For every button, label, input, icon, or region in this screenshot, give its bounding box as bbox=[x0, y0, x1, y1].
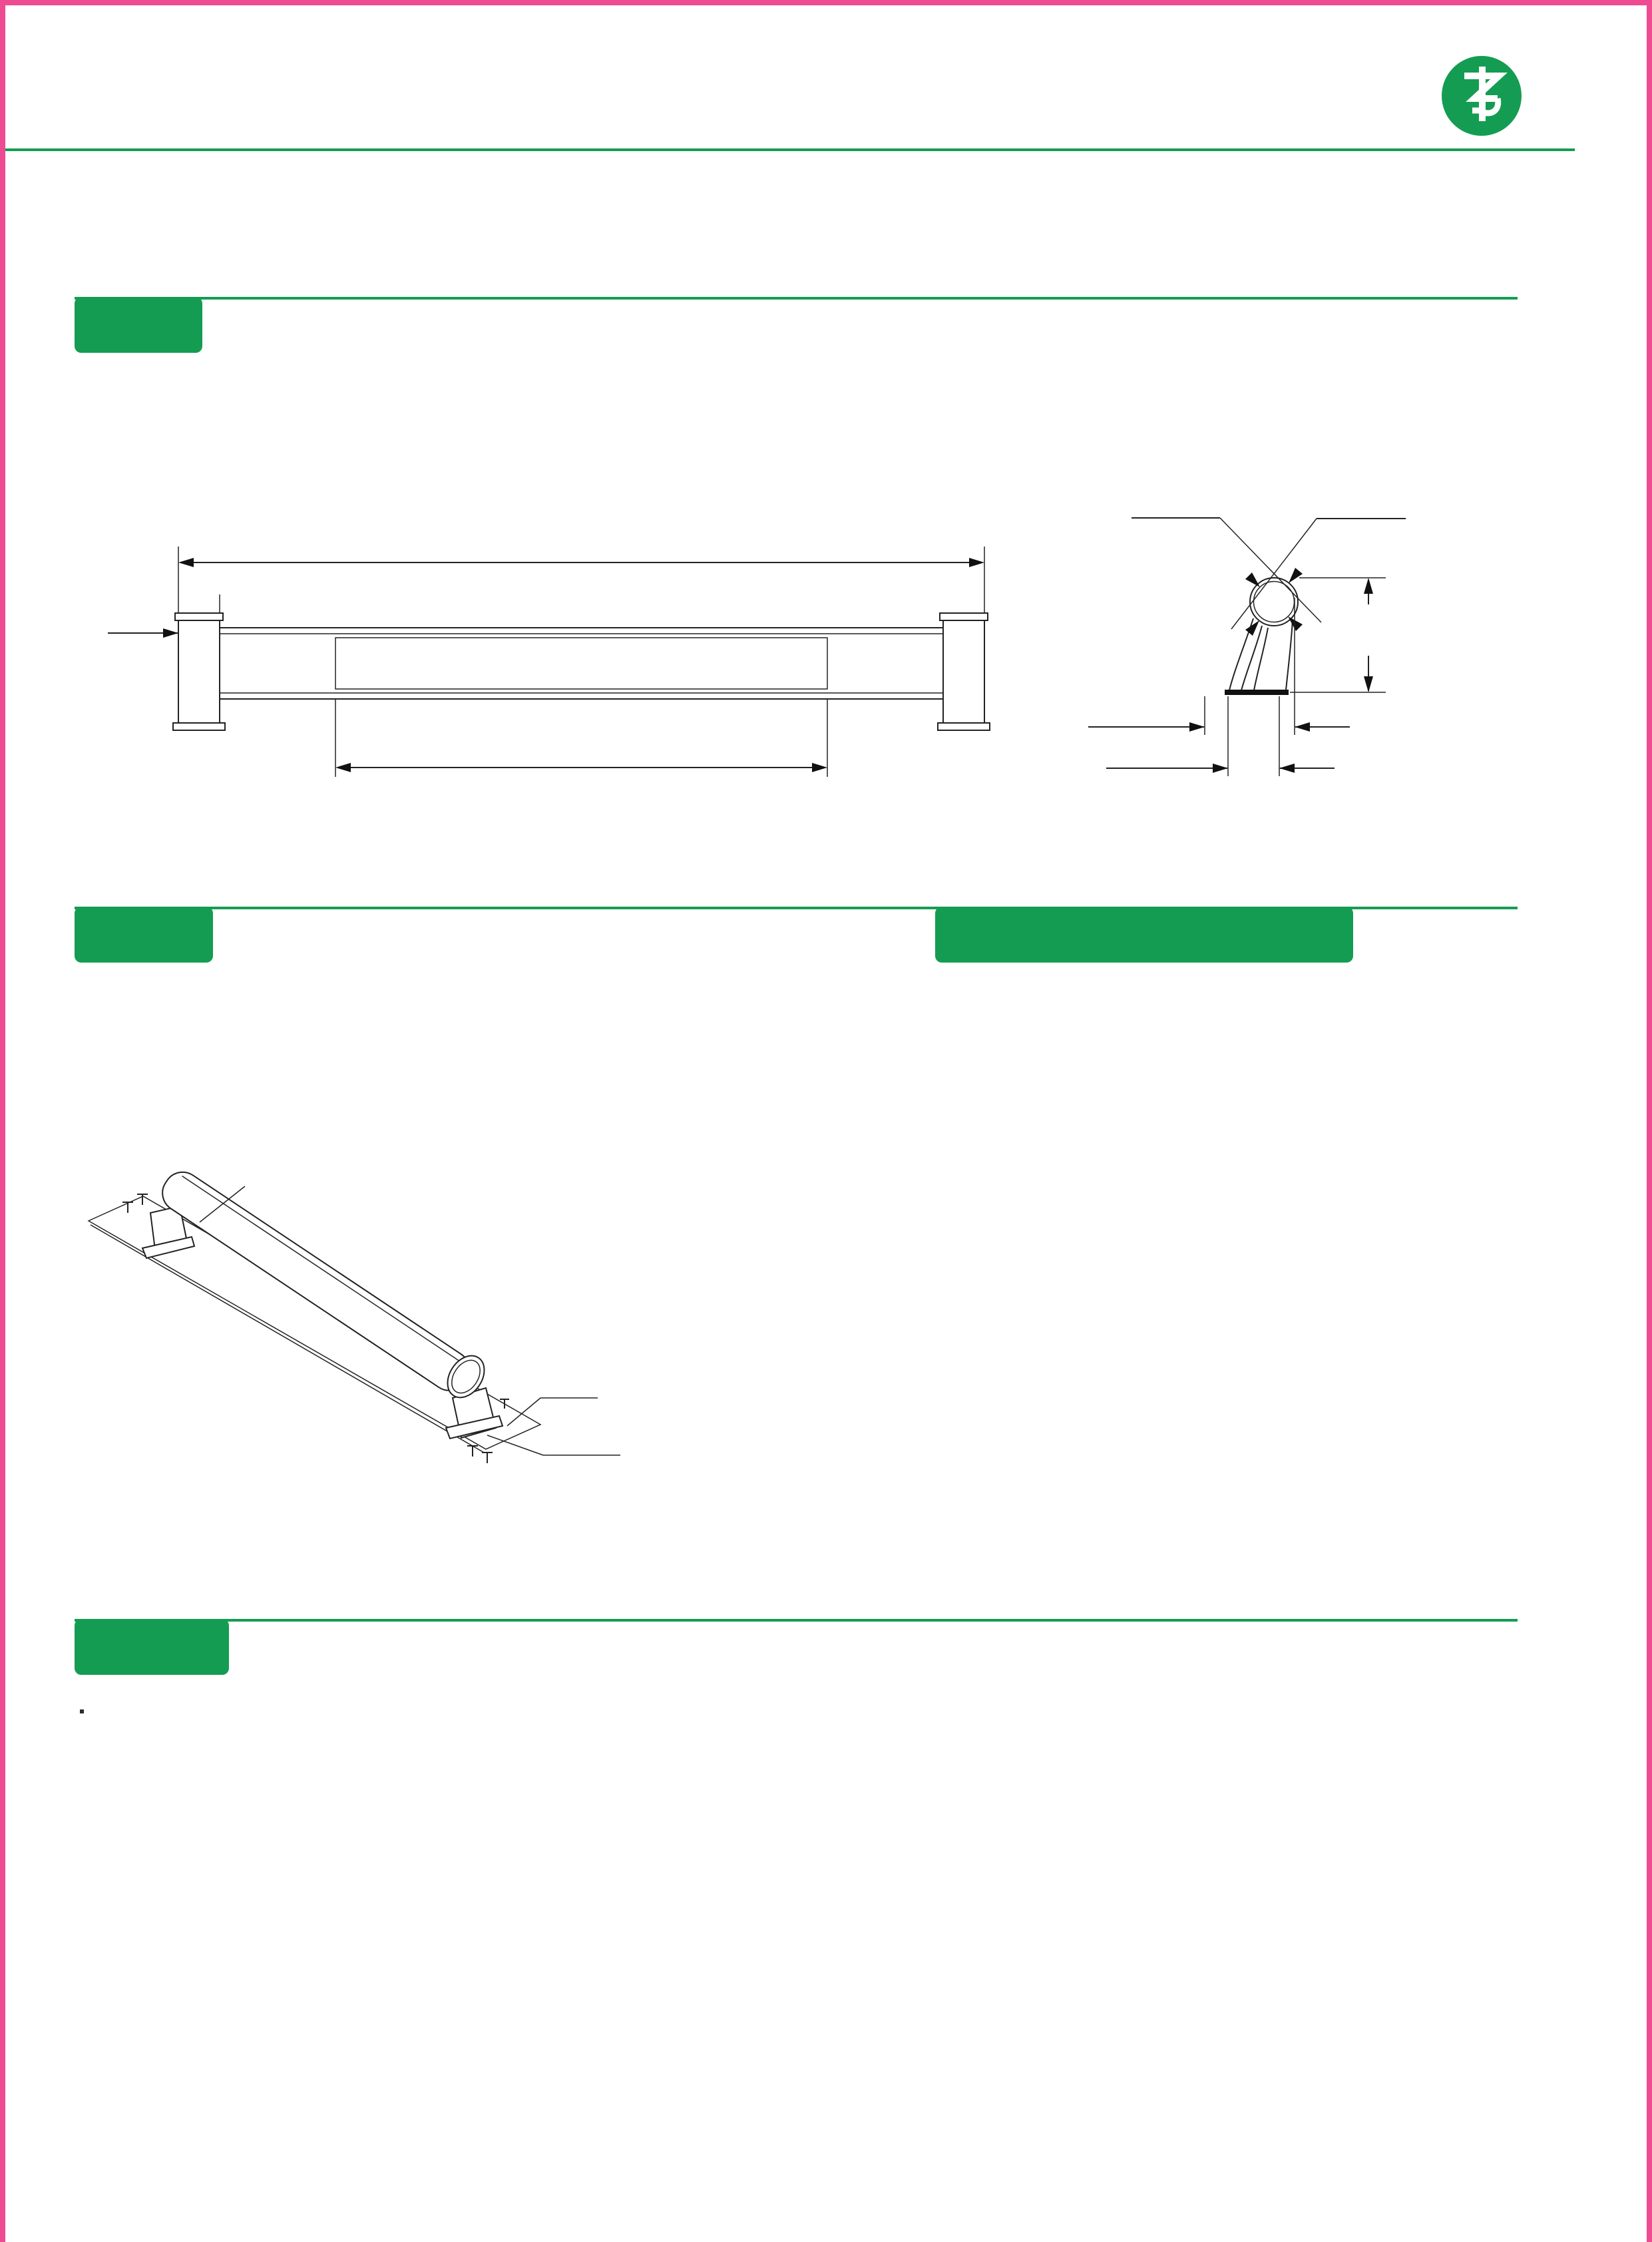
section-title-photometry bbox=[935, 907, 1353, 963]
specs-rule bbox=[75, 1619, 1518, 1622]
installation-drawing bbox=[73, 1038, 672, 1571]
section-title-specs bbox=[75, 1619, 229, 1675]
section-title-installation bbox=[75, 907, 213, 963]
front-view-drawing bbox=[100, 503, 992, 822]
photometric-charts bbox=[664, 1002, 1543, 1634]
page-border-left bbox=[0, 0, 5, 2242]
brand-logo-icon bbox=[1442, 56, 1522, 136]
page-border-top bbox=[0, 0, 1652, 5]
side-view-drawing bbox=[1065, 426, 1438, 839]
spec-table bbox=[80, 1709, 84, 1713]
brand-logo bbox=[1442, 56, 1522, 136]
header-divider bbox=[5, 148, 1575, 151]
section-title-dimensions bbox=[75, 297, 202, 353]
dimensions-rule bbox=[75, 297, 1518, 300]
page-border-right bbox=[1647, 0, 1652, 2242]
